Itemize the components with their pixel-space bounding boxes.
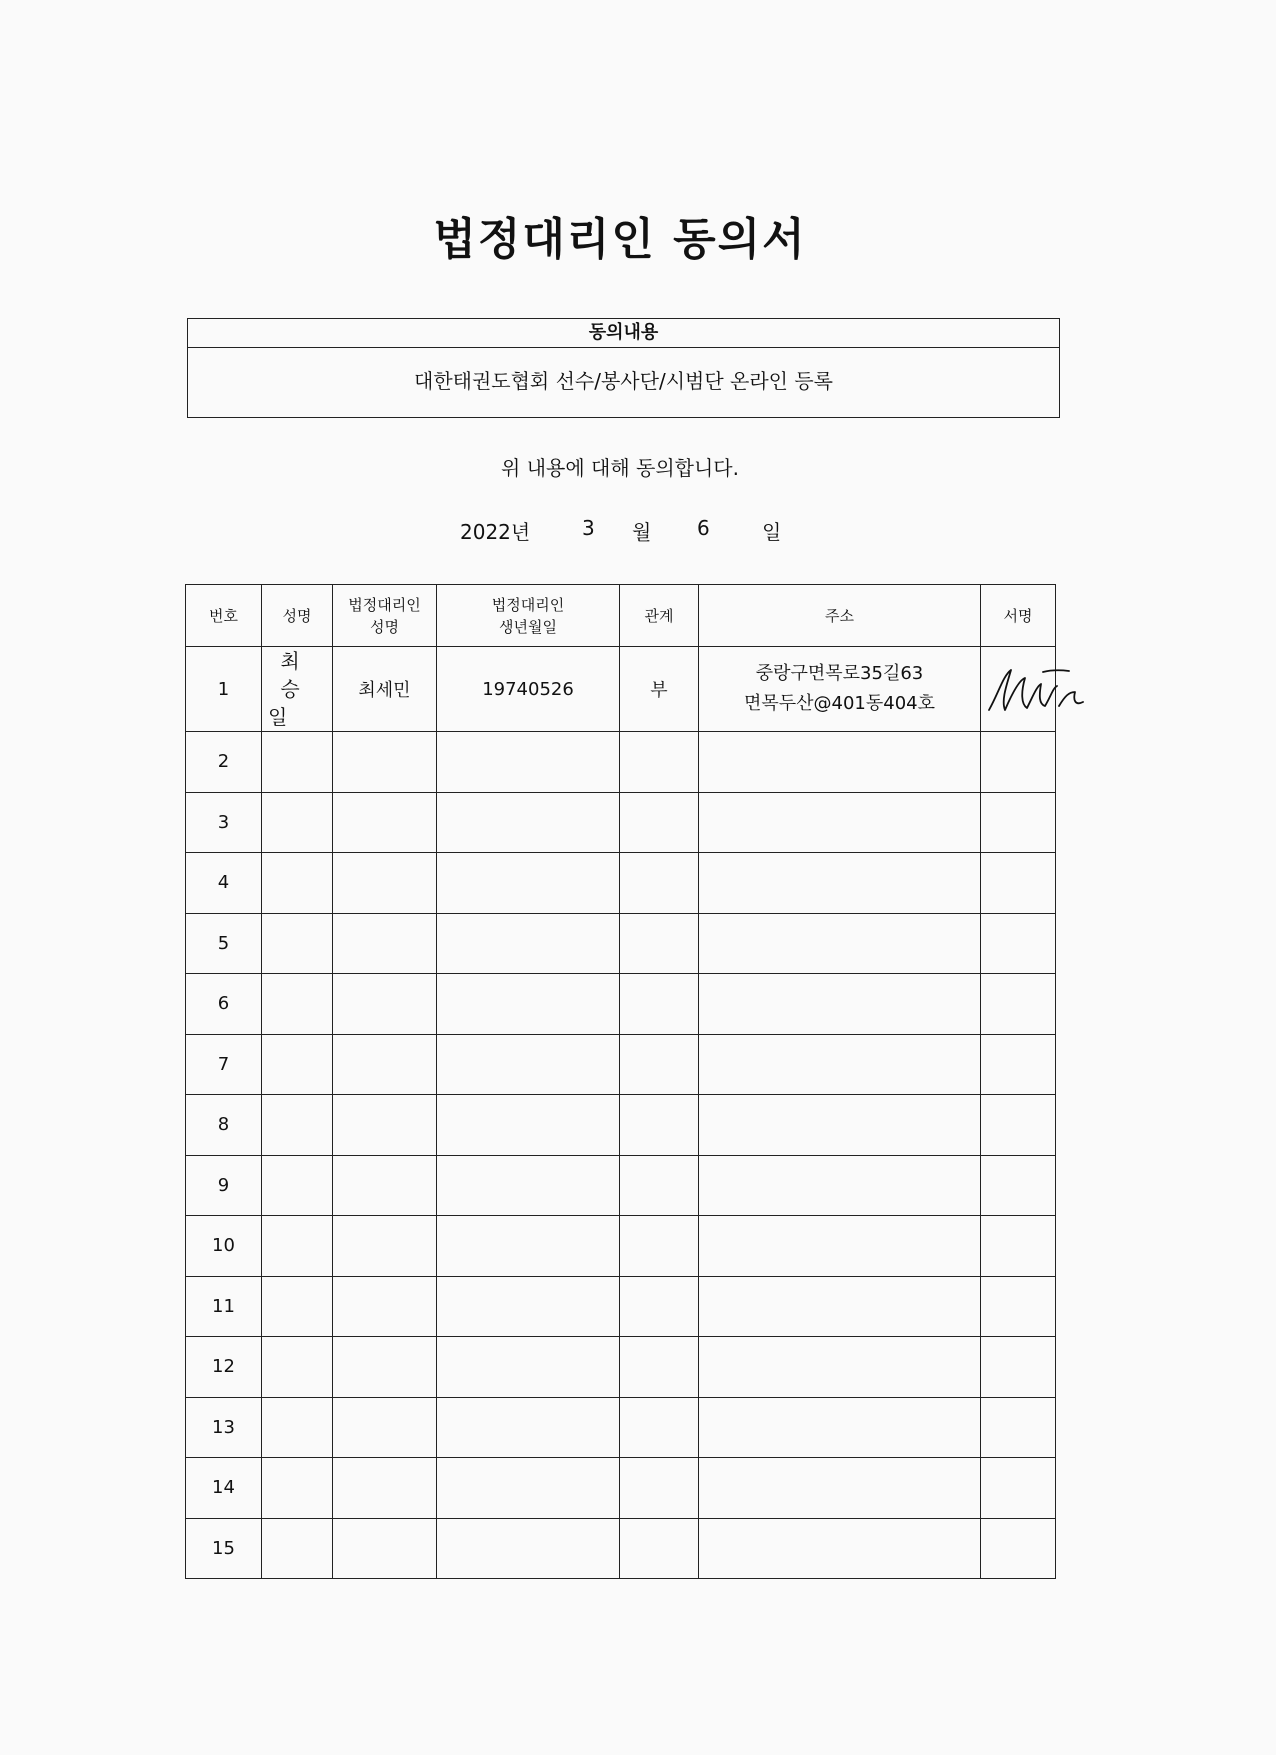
table-header-row bbox=[186, 585, 1056, 647]
table-row: 8 bbox=[186, 1095, 1056, 1156]
table-row: 13 bbox=[186, 1397, 1056, 1458]
date-year: 2022년 bbox=[460, 520, 531, 544]
signature-mark bbox=[981, 647, 1056, 732]
header-name: 성명 bbox=[262, 585, 333, 647]
table-row: 6 bbox=[186, 974, 1056, 1035]
date-month-value: 3 bbox=[582, 516, 595, 540]
table-row: 7 bbox=[186, 1034, 1056, 1095]
header-address: 주소 bbox=[699, 585, 981, 647]
row-number: 1 bbox=[186, 647, 262, 732]
table-row: 5 bbox=[186, 913, 1056, 974]
table-row: 15 bbox=[186, 1518, 1056, 1579]
table-row: 11 bbox=[186, 1276, 1056, 1337]
date-month-label: 월 bbox=[632, 520, 652, 544]
table-row: 12 bbox=[186, 1337, 1056, 1398]
header-guardian-name: 법정대리인 성명 bbox=[333, 585, 437, 647]
header-signature: 서명 bbox=[981, 585, 1056, 647]
consent-box bbox=[187, 318, 1060, 418]
consent-content: 대한태권도협회 선수/봉사단/시범단 온라인 등록 bbox=[414, 369, 833, 393]
table-row: 4 bbox=[186, 853, 1056, 914]
table-row: 9 bbox=[186, 1155, 1056, 1216]
document-title: 법정대리인 동의서 bbox=[433, 214, 807, 265]
agreement-statement: 위 내용에 대해 동의합니다. bbox=[501, 456, 739, 480]
guardian-name: 최세민 bbox=[333, 647, 437, 732]
header-relation: 관계 bbox=[620, 585, 699, 647]
table-row: 14 bbox=[186, 1458, 1056, 1519]
table-row: 3 bbox=[186, 792, 1056, 853]
header-guardian-birth: 법정대리인 생년월일 bbox=[437, 585, 620, 647]
student-name: 최 승 일 bbox=[262, 647, 333, 732]
relation: 부 bbox=[620, 647, 699, 732]
table-row: 2 bbox=[186, 732, 1056, 793]
date-day-value: 6 bbox=[697, 516, 710, 540]
table-row bbox=[186, 647, 1056, 732]
address: 중랑구면목로35길63 면목두산@401동404호 bbox=[699, 647, 981, 732]
date-day-label: 일 bbox=[762, 520, 782, 544]
handwritten-signature-icon bbox=[981, 662, 1091, 717]
header-no: 번호 bbox=[186, 585, 262, 647]
consent-header: 동의내용 bbox=[188, 319, 1059, 348]
guardian-birthdate: 19740526 bbox=[437, 647, 620, 732]
table-row: 10 bbox=[186, 1216, 1056, 1277]
registration-table bbox=[185, 584, 1056, 1579]
